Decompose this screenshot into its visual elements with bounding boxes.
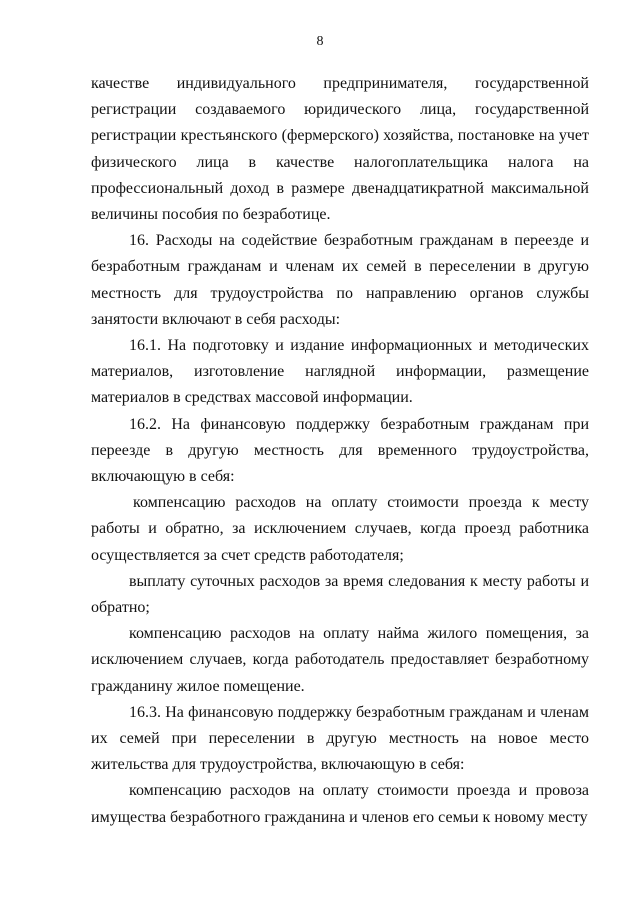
paragraph-daily-allowance: выплату суточных расходов за время следования к месту работы и обратно; bbox=[91, 572, 589, 617]
page-number: 8 bbox=[316, 34, 324, 49]
paragraph-item-16: 16. Расходы на содействие безработным гражданам в переезде и безработным гражданам и членам их семей в переселении в другую местность для трудоустройства по направлению органов службы занятости включают в себя расходы: bbox=[91, 232, 589, 328]
paragraph-item-16-1: 16.1. На подготовку и издание информационных и методических материалов, изготовление наглядной информации, размещение материалов в средствах массовой информации. bbox=[91, 337, 589, 407]
paragraph-travel-compensation: компенсацию расходов на оплату стоимости проезда к месту работы и обратно, за исключением случаев, когда проезд работника осуществляется за счет средств работодателя; bbox=[91, 494, 589, 564]
document-body bbox=[91, 71, 589, 831]
paragraph-item-16-3: 16.3. На финансовую поддержку безработным гражданам и членам их семей при переселении в другую местность на новое место жительства для трудоустройства, включающую в себя: bbox=[91, 703, 589, 774]
paragraph-housing-compensation: компенсацию расходов на оплату найма жилого помещения, за исключением случаев, когда работодатель предоставляет безработному гражданину жилое помещение. bbox=[91, 625, 589, 695]
paragraph-item-16-2: 16.2. На финансовую поддержку безработным гражданам при переезде в другую местность для временного трудоустройства, включающую в себя: bbox=[91, 415, 589, 486]
paragraph-continuation: качестве индивидуального предпринимателя, государственной регистрации создаваемого юридического лица, государственной регистрации крестьянского (фермерского) хозяйства, постановке на учет физического лица в качестве налогоплательщика налога на профессиональный доход в размере двенадцатикратной максимальной величины пособия по безработице. bbox=[91, 75, 589, 224]
paragraph-relocation-compensation: компенсацию расходов на оплату стоимости проезда и провоза имущества безработного гражданина и членов его семьи к новому месту bbox=[91, 782, 589, 826]
